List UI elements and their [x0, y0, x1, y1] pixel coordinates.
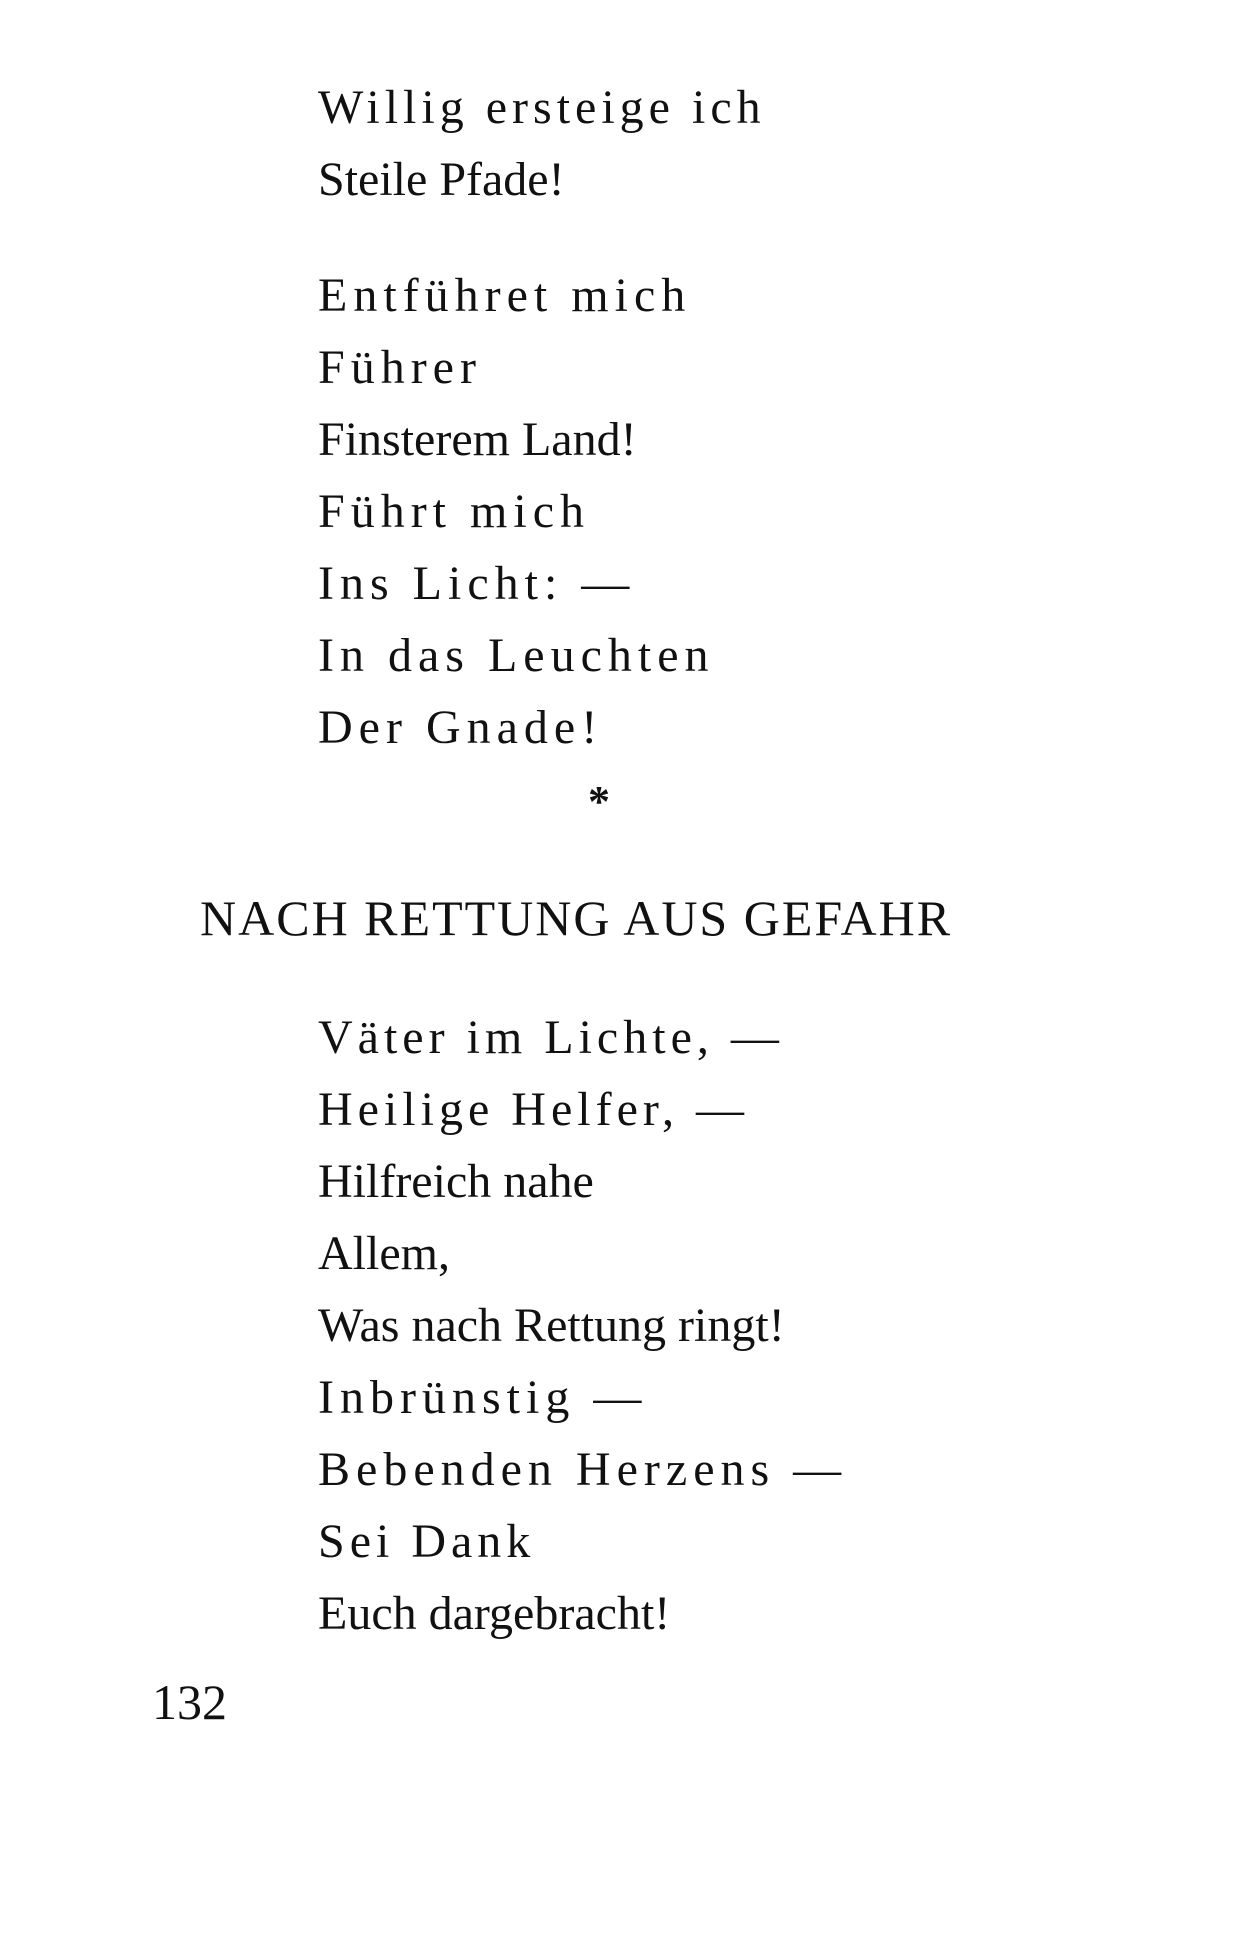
verse-line: In das Leuchten	[318, 629, 715, 682]
verse-line: Hilfreich nahe	[318, 1155, 594, 1208]
verse-line: Willig ersteige ich	[318, 81, 766, 134]
verse-line: Bebenden Herzens —	[318, 1443, 848, 1496]
stanza-1	[318, 72, 766, 216]
verse-line: Allem,	[318, 1227, 450, 1280]
page-number: 132	[152, 1674, 227, 1730]
verse-line: Sei Dank	[318, 1515, 536, 1568]
verse-line: Heilige Helfer, —	[318, 1083, 749, 1136]
verse-line: Euch dargebracht!	[318, 1587, 671, 1640]
verse-line: Führer	[318, 341, 482, 394]
verse-line: Steile Pfade!	[318, 153, 565, 206]
verse-line: Ins Licht: —	[318, 557, 636, 610]
verse-line: Was nach Rettung ringt!	[318, 1299, 785, 1352]
verse-line: Inbrünstig —	[318, 1371, 648, 1424]
section-separator: *	[588, 777, 610, 826]
verse-line: Führt mich	[318, 485, 590, 538]
poem-stanza	[318, 1002, 847, 1650]
verse-line: Finsterem Land!	[318, 413, 637, 466]
poem-title: NACH RETTUNG AUS GEFAHR	[200, 890, 953, 946]
stanza-2	[318, 260, 715, 764]
verse-line: Der Gnade!	[318, 701, 604, 754]
verse-line: Väter im Lichte, —	[318, 1011, 784, 1064]
verse-line: Entführet mich	[318, 269, 692, 322]
